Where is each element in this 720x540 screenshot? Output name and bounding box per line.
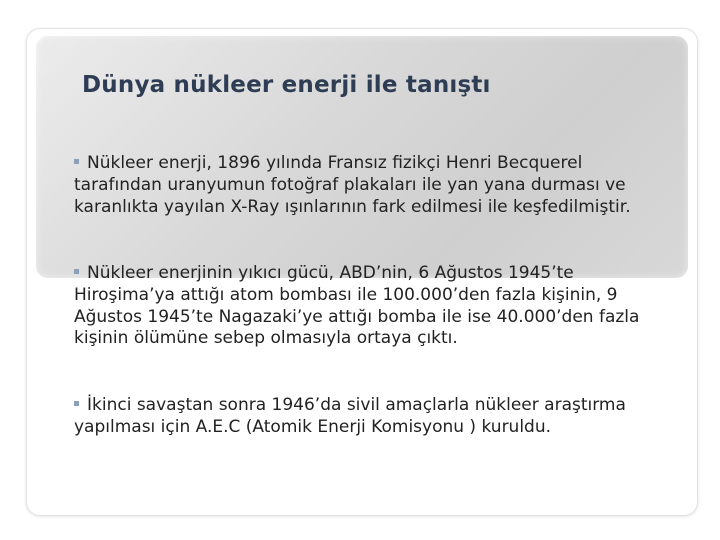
bullet-text: İkinci savaştan sonra 1946’da sivil amaçlarla nükleer araştırma yapılması için A.E.C (Atomik Enerji Komisyonu ) kuruldu. (74, 395, 626, 437)
square-bullet-icon (74, 401, 79, 406)
square-bullet-icon (74, 269, 79, 274)
slide-title: Dünya nükleer enerji ile tanıştı (82, 72, 491, 98)
square-bullet-icon (74, 159, 79, 164)
bullet-item (74, 153, 664, 218)
bullet-text: Nükleer enerji, 1896 yılında Fransız fizikçi Henri Becquerel tarafından uranyumun fotoğraf plakaları ile yan yana durması ve karanlıkta yayılan X-Ray ışınlarının fark edilmesi ile keşfedilmiştir. (74, 153, 631, 217)
bullet-item (74, 263, 664, 350)
bullet-item (74, 395, 664, 439)
bullet-text: Nükleer enerjinin yıkıcı gücü, ABD’nin, 6 Ağustos 1945’te Hiroşima’ya attığı atom bombası ile 100.000’den fazla kişinin, 9 Ağustos 1945’te Nagazaki’ye attığı bomba ile ise 40.000’den fazla kişinin ölümüne sebep olmasıyla ortaya çıktı. (74, 263, 640, 349)
